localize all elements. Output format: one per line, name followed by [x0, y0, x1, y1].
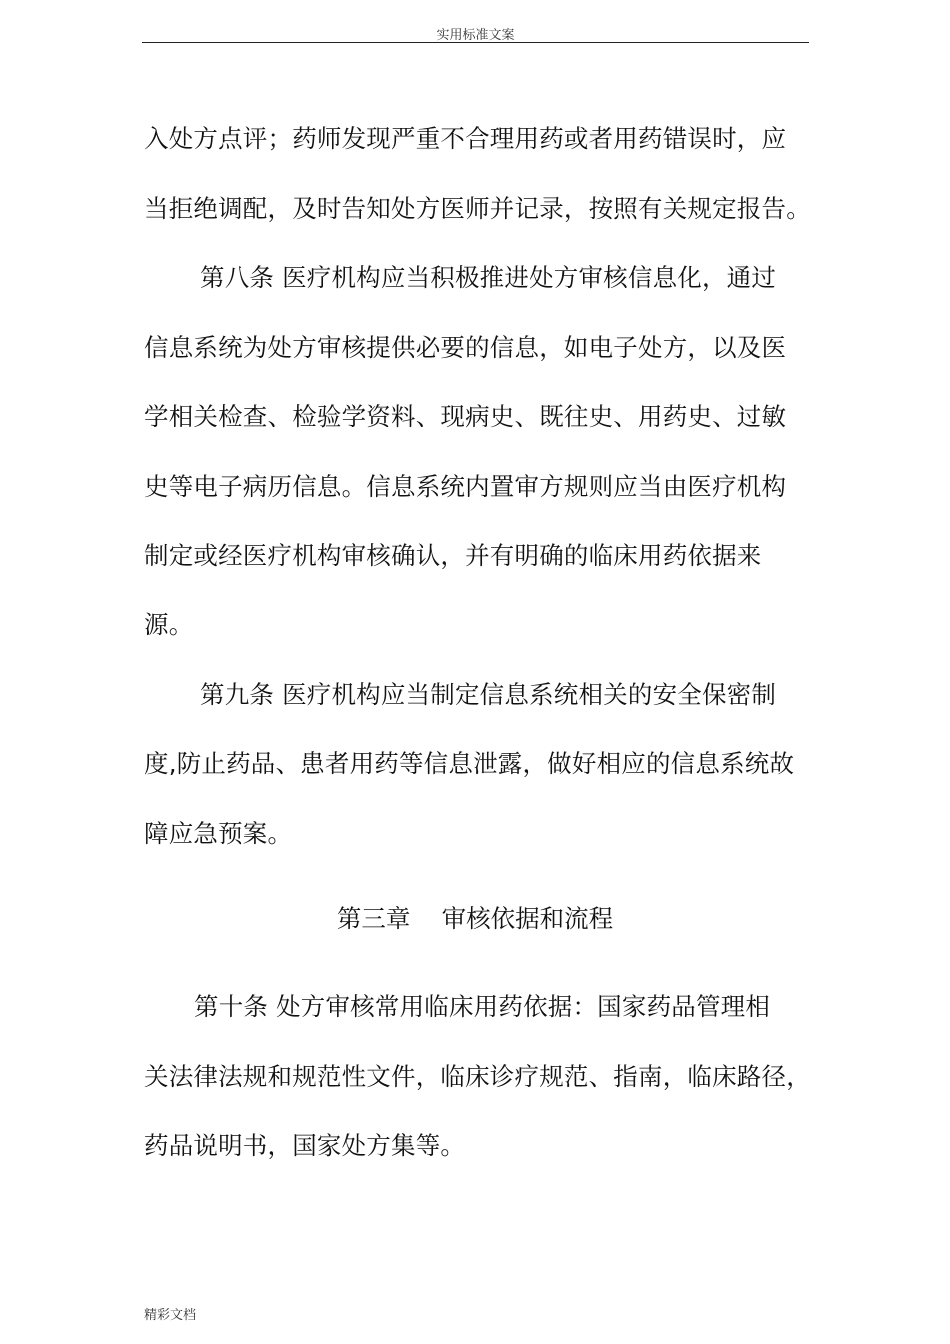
paragraph-line: 度,防止药品、患者用药等信息泄露，做好相应的信息系统故 [144, 749, 795, 778]
paragraph-line: 关法律法规和规范性文件，临床诊疗规范、指南，临床路径， [144, 1062, 811, 1091]
paragraph-line: 障应急预案。 [144, 819, 293, 848]
header-divider [142, 42, 809, 43]
article-9-line: 第九条 医疗机构应当制定信息系统相关的安全保密制 [200, 680, 777, 709]
paragraph-line: 当拒绝调配，及时告知处方医师并记录，按照有关规定报告。 [144, 194, 811, 223]
paragraph-line: 史等电子病历信息。信息系统内置审方规则应当由医疗机构 [144, 472, 787, 501]
paragraph-line: 源。 [144, 610, 194, 639]
paragraph-line: 药品说明书，国家处方集等。 [144, 1131, 466, 1160]
paragraph-line: 学相关检查、检验学资料、现病史、既往史、用药史、过敏 [144, 402, 787, 431]
article-8-line: 第八条 医疗机构应当积极推进处方审核信息化，通过 [200, 263, 777, 292]
paragraph-line: 制定或经医疗机构审核确认，并有明确的临床用药依据来 [144, 541, 762, 570]
chapter-heading: 第三章 审核依据和流程 [336, 904, 614, 933]
paragraph-line: 入处方点评；药师发现严重不合理用药或者用药错误时，应 [144, 124, 787, 153]
page-header: 实用标准文案 [436, 28, 515, 43]
page-footer: 精彩文档 [144, 1308, 197, 1323]
article-10-line: 第十条 处方审核常用临床用药依据：国家药品管理相 [194, 992, 771, 1021]
paragraph-line: 信息系统为处方审核提供必要的信息，如电子处方，以及医 [144, 333, 787, 362]
